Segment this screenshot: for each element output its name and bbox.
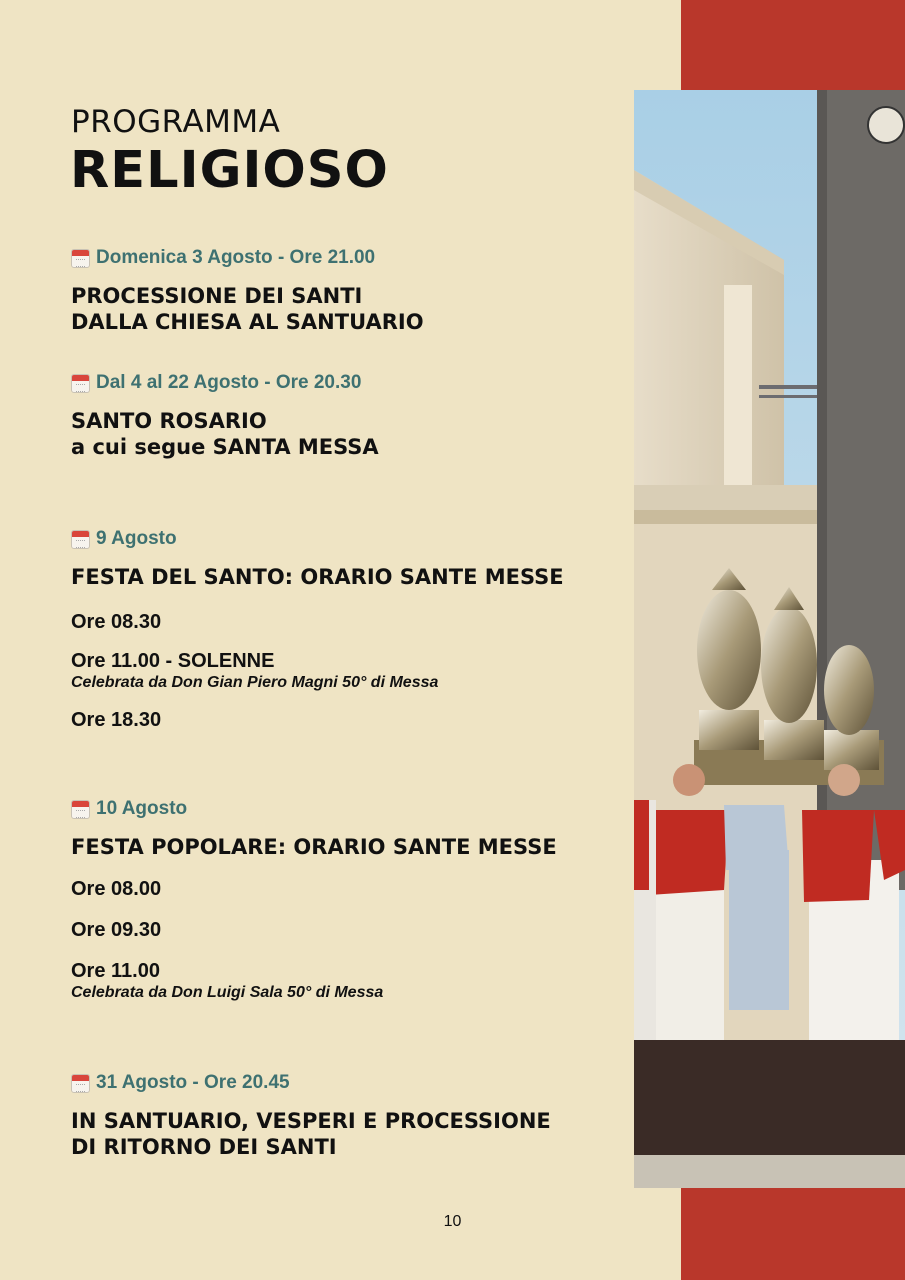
title-line-2: RELIGIOSO xyxy=(70,141,389,200)
event-4 xyxy=(71,798,557,1003)
calendar-icon xyxy=(71,800,90,819)
event-1 xyxy=(71,247,424,335)
event-3 xyxy=(71,528,564,732)
calendar-icon xyxy=(71,530,90,549)
event-2 xyxy=(71,372,379,460)
event-title-line: DALLA CHIESA AL SANTUARIO xyxy=(71,310,424,334)
event-title-line: SANTO ROSARIO xyxy=(71,409,267,433)
red-accent-bar-top xyxy=(681,0,905,90)
mass-note: Celebrata da Don Gian Piero Magni 50° di Messa xyxy=(71,674,439,691)
page-number: 10 xyxy=(443,1213,462,1230)
event-title-line: DI RITORNO DEI SANTI xyxy=(71,1135,337,1159)
event-date: 10 Agosto xyxy=(96,798,188,819)
mass-time: Ore 11.00 - SOLENNE xyxy=(71,650,275,672)
event-title xyxy=(71,283,424,335)
event-title-line: PROCESSIONE DEI SANTI xyxy=(71,284,363,308)
mass-time: Ore 18.30 xyxy=(71,709,162,731)
mass-time: Ore 11.00 xyxy=(71,960,160,982)
event-title xyxy=(71,1108,551,1160)
mass-time: Ore 09.30 xyxy=(71,919,162,941)
event-5 xyxy=(71,1072,551,1160)
title-line-1: PROGRAMMA xyxy=(71,104,281,140)
event-title-line: FESTA DEL SANTO: ORARIO SANTE MESSE xyxy=(71,565,564,589)
event-date: 31 Agosto - Ore 20.45 xyxy=(96,1072,290,1093)
red-accent-bar-bottom xyxy=(681,1188,905,1280)
event-title xyxy=(71,834,557,860)
mass-time: Ore 08.30 xyxy=(71,611,162,633)
mass-note: Celebrata da Don Luigi Sala 50° di Messa xyxy=(71,984,384,1001)
event-date: 9 Agosto xyxy=(96,528,177,549)
event-title xyxy=(71,408,379,460)
event-title xyxy=(71,564,564,590)
mass-time: Ore 08.00 xyxy=(71,878,162,900)
event-title-line: FESTA POPOLARE: ORARIO SANTE MESSE xyxy=(71,835,557,859)
event-title-line: IN SANTUARIO, VESPERI E PROCESSIONE xyxy=(71,1109,551,1133)
calendar-icon xyxy=(71,249,90,268)
calendar-icon xyxy=(71,1074,90,1093)
event-title-line: a cui segue SANTA MESSA xyxy=(71,435,379,459)
event-date: Dal 4 al 22 Agosto - Ore 20.30 xyxy=(96,372,362,393)
event-date: Domenica 3 Agosto - Ore 21.00 xyxy=(96,247,376,268)
calendar-icon xyxy=(71,374,90,393)
procession-photo xyxy=(634,90,905,1188)
